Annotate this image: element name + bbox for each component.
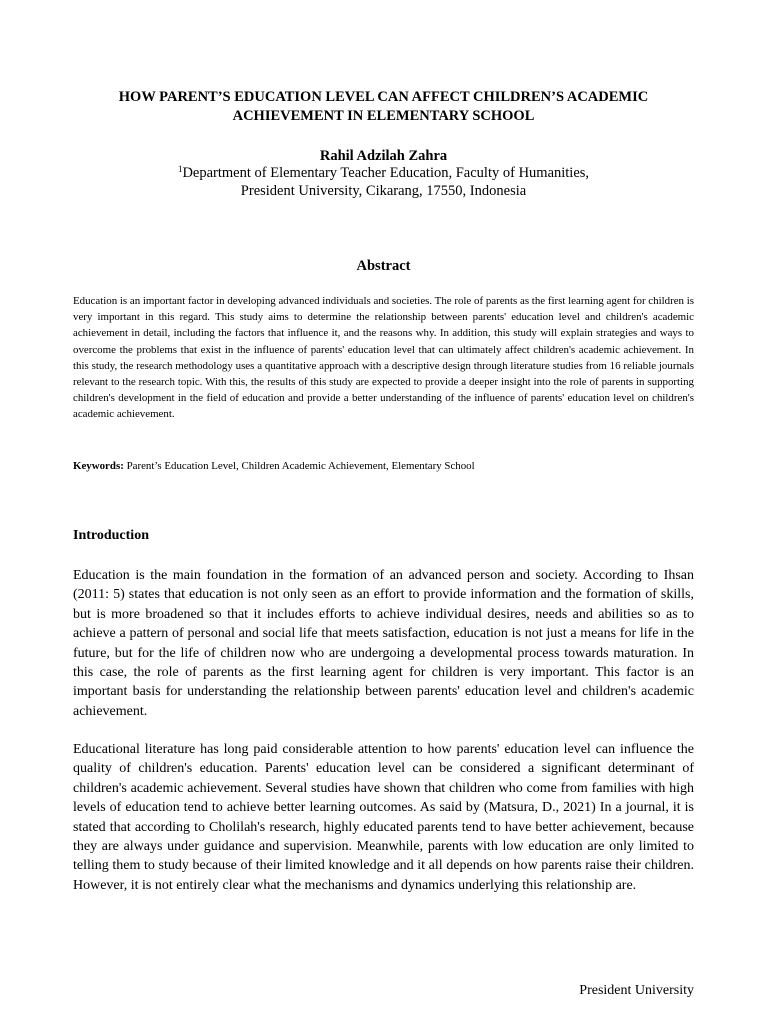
author-affiliation	[73, 164, 694, 200]
abstract-heading: Abstract	[356, 258, 411, 274]
introduction-heading: Introduction	[73, 528, 149, 543]
affiliation-marker: 1	[177, 164, 183, 174]
paper-title: HOW PARENT’S EDUCATION LEVEL CAN AFFECT CHILDREN’S ACADEMIC ACHIEVEMENT IN ELEMENTARY SCHOOL	[118, 89, 649, 124]
abstract-body: Education is an important factor in developing advanced individuals and societies. The role of parents as the first learning agent for children is very important in this regard. This study aims to determine the relationship between parents' education level and children's academic achievement in detail, including the factors that influence it, and the reasons why. In addition, this study will explain strategies and ways to overcome the problems that exist in the influence of parents' education level that can ultimately affect children's academic achievement. In this study, the research methodology uses a quantitative approach with a descriptive design through literature studies from 16 reliable journals relevant to the research topic. With this, the results of this study are expected to provide a deeper insight into the role of parents in supporting children's development in the field of education and provide a better understanding of the influence of parents' education level on children's academic achievement.	[73, 295, 694, 421]
page-footer: President University	[579, 983, 694, 998]
introduction-paragraph-2: Educational literature has long paid considerable attention to how parents' education level can influence the quality of children's education. Parents' education level can be considered a significant determinant of children's academic achievement. Several studies have shown that children who come from families with high levels of education tend to achieve better learning outcomes. As said by (Matsura, D., 2021) In a journal, it is stated that according to Cholilah's research, highly educated parents tend to have better achievement, because they are always under guidance and supervision. Meanwhile, parents with low education are only limited to telling them to study because of their limited knowledge and it all depends on how parents raise their children. However, it is not entirely clear what the mechanisms and dynamics underlying this relationship are.	[73, 742, 694, 893]
author-name: Rahil Adzilah Zahra	[319, 148, 448, 164]
affiliation-department: Department of Elementary Teacher Education, Faculty of Humanities,	[182, 165, 590, 181]
keywords-text: Parent’s Education Level, Children Academic Achievement, Elementary School	[126, 460, 475, 472]
introduction-paragraph-1: Education is the main foundation in the formation of an advanced person and society. According to Ihsan (2011: 5) states that education is not only seen as an effort to provide information and the formation of skills, but is more broadened so that it includes efforts to achieve individual desires, needs and abilities so as to achieve a pattern of personal and social life that meets satisfaction, education is not just a means for life in the future, but for the life of children now who are undergoing a developmental process towards maturation. In this case, the role of parents as the first learning agent for children is very important. This factor is an important basis for understanding the relationship between parents' education level and children's academic achievement.	[73, 568, 694, 719]
keywords-label: Keywords:	[73, 460, 124, 472]
keywords	[73, 458, 694, 474]
affiliation-line-1	[73, 164, 694, 182]
affiliation-line-2: President University, Cikarang, 17550, Indonesia	[240, 183, 527, 199]
